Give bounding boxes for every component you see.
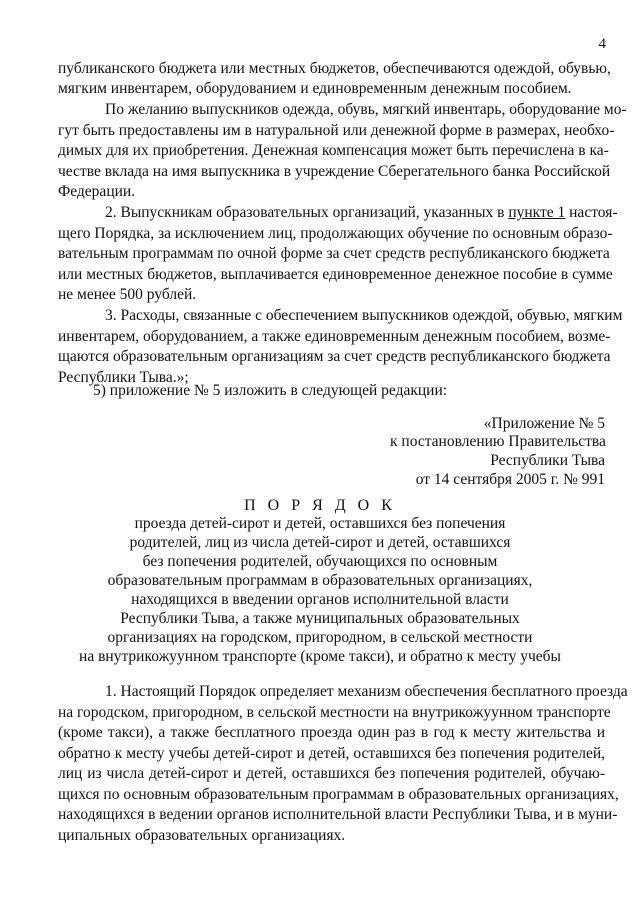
subtitle-line: находящихся в введении органов исполнительной власти bbox=[131, 591, 509, 608]
text-line: щего Порядка, за исключением лиц, продолжающих обучение по основным образо- bbox=[58, 225, 613, 242]
subtitle-line: Республики Тыва, а также муниципальных образовательных bbox=[120, 610, 520, 627]
subtitle-line: на внутрикожуунном транспорте (кроме такси), и обратно к месту учебы bbox=[79, 648, 561, 665]
text-line: лиц из числа детей-сирот и детей, оставшихся без попечения родителей, обучаю- bbox=[58, 765, 605, 782]
text-line: мягким инвентарем, оборудованием и единовременным денежным пособием. bbox=[58, 80, 572, 97]
text-line: находящихся в ведении органов исполнительной власти Республики Тыва, и в муни- bbox=[58, 806, 618, 823]
text-line: вательным программам по очной форме за счет средств республиканского бюджета bbox=[58, 245, 610, 262]
appendix-line: к постановлению Правительства bbox=[390, 433, 606, 450]
text-line: не менее 500 рублей. bbox=[58, 286, 197, 303]
text-line: димых для их приобретения. Денежная компенсация может быть перечислена в ка- bbox=[58, 142, 609, 159]
text-line: ципальных образовательных организациях. bbox=[58, 827, 346, 844]
subtitle-line: организациях на городском, пригородном, в сельской местности bbox=[107, 629, 533, 646]
document-title: П О Р Я Д О К bbox=[244, 497, 396, 514]
text-line: или местных бюджетов, выплачивается единовременное денежное пособие в сумме bbox=[58, 266, 613, 283]
text-line: на городском, пригородном, в сельской местности на внутрикожуунном транспорте bbox=[58, 704, 611, 721]
point-1-link[interactable]: пункте 1 bbox=[508, 204, 566, 221]
text-line: (кроме такси), а также бесплатного проезда один раз в год к месту жительства и bbox=[58, 724, 605, 741]
text-line bbox=[105, 203, 618, 223]
text-line: инвентарем, оборудованием, а также единовременным денежным пособием, возме- bbox=[58, 328, 611, 345]
text-line: По желанию выпускников одежда, обувь, мягкий инвентарь, оборудование мо- bbox=[105, 101, 627, 118]
text-line: Федерации. bbox=[58, 183, 136, 200]
text-line: 1. Настоящий Порядок определяет механизм обеспечения бесплатного проезда bbox=[105, 683, 628, 700]
text-line: обратно к месту учебы детей-сирот и детей, оставшихся без попечения родителей, bbox=[58, 745, 605, 762]
page-number: 4 bbox=[598, 36, 606, 52]
text-line: честве вклада на имя выпускника в учреждение Сберегательного банка Российской bbox=[58, 163, 611, 180]
subtitle-line: проезда детей-сирот и детей, оставшихся без попечения bbox=[134, 515, 506, 532]
appendix-line: Республики Тыва bbox=[490, 452, 605, 469]
text-line: щаются образовательным организациям за счет средств республиканского бюджета bbox=[58, 348, 611, 365]
text-segment: настоя- bbox=[569, 204, 618, 221]
text-line: гут быть предоставлены им в натуральной или денежной форме в размерах, необхо- bbox=[58, 122, 615, 139]
text-line: щихся по основным образовательным программам в образовательных организациях, bbox=[58, 786, 619, 803]
subtitle-line: образовательным программам в образовательных организациях, bbox=[107, 572, 533, 589]
subtitle-line: без попечения родителей, обучающихся по основным bbox=[142, 553, 498, 570]
text-line: Республики Тыва.»; bbox=[58, 369, 189, 386]
text-segment: 2. Выпускникам образовательных организаций, указанных в bbox=[105, 204, 505, 221]
text-line: 5) приложение № 5 изложить в следующей редакции: bbox=[93, 382, 448, 399]
text-line: 3. Расходы, связанные с обеспечением выпускников одеждой, обувью, мягким bbox=[105, 307, 623, 324]
appendix-line: от 14 сентября 2005 г. № 991 bbox=[415, 471, 605, 488]
subtitle-line: родителей, лиц из числа детей-сирот и детей, оставшихся bbox=[129, 534, 511, 551]
text-line: публиканского бюджета или местных бюджетов, обеспечиваются одеждой, обувью, bbox=[58, 60, 611, 77]
appendix-line: «Приложение № 5 bbox=[483, 415, 605, 432]
